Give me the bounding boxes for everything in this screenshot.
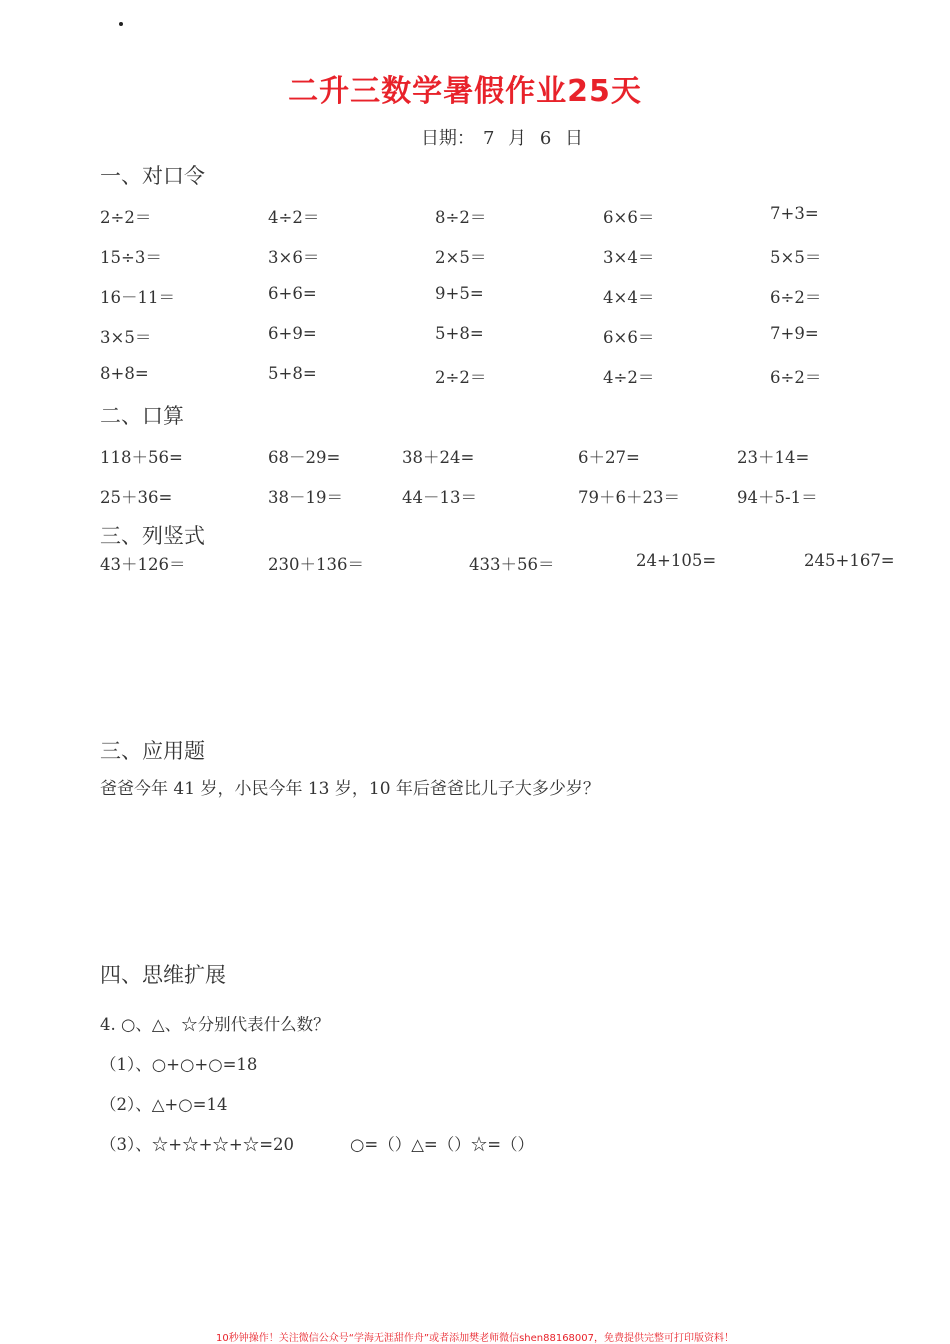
oral-drill-item: 6×6＝ [603, 328, 655, 347]
thinking-question: 4. ○、△、☆分别代表什么数？ [100, 1015, 330, 1034]
decorative-dot [119, 22, 123, 26]
oral-drill-item: 6+6= [268, 284, 317, 303]
date-line [0, 124, 950, 150]
oral-drill-item: 6÷2＝ [770, 368, 822, 387]
oral-drill-item: 7+3= [770, 204, 819, 223]
oral-drill-item: 5×5＝ [770, 248, 822, 267]
oral-drill-item: 2÷2＝ [435, 368, 487, 387]
oral-drill-item: 15÷3＝ [100, 248, 162, 267]
oral-drill-item: 4÷2＝ [268, 208, 320, 227]
vertical-calc-item: 24+105= [636, 551, 717, 570]
vertical-calc-item: 245+167= [804, 551, 895, 570]
mental-math-item: 94＋5-1＝ [737, 488, 818, 507]
mental-math-item: 38－19＝ [268, 488, 343, 507]
mental-math-item: 79＋6＋23＝ [578, 488, 680, 507]
word-problem-text: 爸爸今年 41 岁，小民今年 13 岁，10 年后爸爸比儿子大多少岁？ [100, 779, 600, 799]
thinking-answers: ○=（）△=（）☆=（） [350, 1135, 535, 1154]
oral-drill-item: 6÷2＝ [770, 288, 822, 307]
vertical-calc-item: 230＋136＝ [268, 555, 364, 574]
mental-math-item: 68－29= [268, 448, 341, 467]
oral-drill-item: 4×4＝ [603, 288, 655, 307]
oral-drill-item: 6+9= [268, 324, 317, 343]
section-heading-mental-math: 二、口算 [100, 404, 184, 428]
mental-math-item: 23＋14= [737, 448, 810, 467]
oral-drill-item: 5+8= [268, 364, 317, 383]
vertical-calc-item: 433＋56＝ [469, 555, 555, 574]
oral-drill-item: 8+8= [100, 364, 149, 383]
oral-drill-item: 2÷2＝ [100, 208, 152, 227]
oral-drill-item: 16－11＝ [100, 288, 175, 307]
thinking-line-2: （2）、△+○=14 [100, 1095, 228, 1114]
oral-drill-item: 6×6＝ [603, 208, 655, 227]
mental-math-item: 38＋24= [402, 448, 475, 467]
oral-drill-item: 8÷2＝ [435, 208, 487, 227]
section-heading-word-problem: 三、应用题 [100, 739, 205, 763]
footer-note: 10秒钟操作！关注微信公众号“学海无涯甜作舟”或者添加樊老师微信shen88168007，免费提供完整可打印版资料！ [215, 1333, 735, 1344]
thinking-line-1: （1）、○+○+○=18 [100, 1055, 258, 1074]
oral-drill-item: 4÷2＝ [603, 368, 655, 387]
date-month: 7 [482, 128, 495, 149]
mental-math-item: 118＋56= [100, 448, 183, 467]
oral-drill-item: 3×4＝ [603, 248, 655, 267]
oral-drill-item: 3×6＝ [268, 248, 320, 267]
date-label: 日期： [420, 128, 475, 149]
vertical-calc-item: 43＋126＝ [100, 555, 186, 574]
mental-math-item: 25＋36= [100, 488, 173, 507]
mental-math-item: 6＋27= [578, 448, 640, 467]
oral-drill-item: 7+9= [770, 324, 819, 343]
page-title: 二升三数学暑假作业25天 [288, 74, 642, 109]
mental-math-item: 44－13＝ [402, 488, 477, 507]
date-day-unit: 日 [565, 128, 584, 149]
oral-drill-item: 3×5＝ [100, 328, 152, 347]
section-heading-vertical: 三、列竖式 [100, 524, 205, 548]
oral-drill-item: 2×5＝ [435, 248, 487, 267]
section-heading-oral-drill: 一、对口令 [100, 164, 205, 188]
thinking-line-3: （3）、☆+☆+☆+☆=20 [100, 1135, 295, 1154]
date-day: 6 [539, 128, 552, 149]
oral-drill-item: 9+5= [435, 284, 484, 303]
oral-drill-item: 5+8= [435, 324, 484, 343]
section-heading-thinking: 四、思维扩展 [100, 963, 226, 987]
date-month-unit: 月 [508, 128, 527, 149]
